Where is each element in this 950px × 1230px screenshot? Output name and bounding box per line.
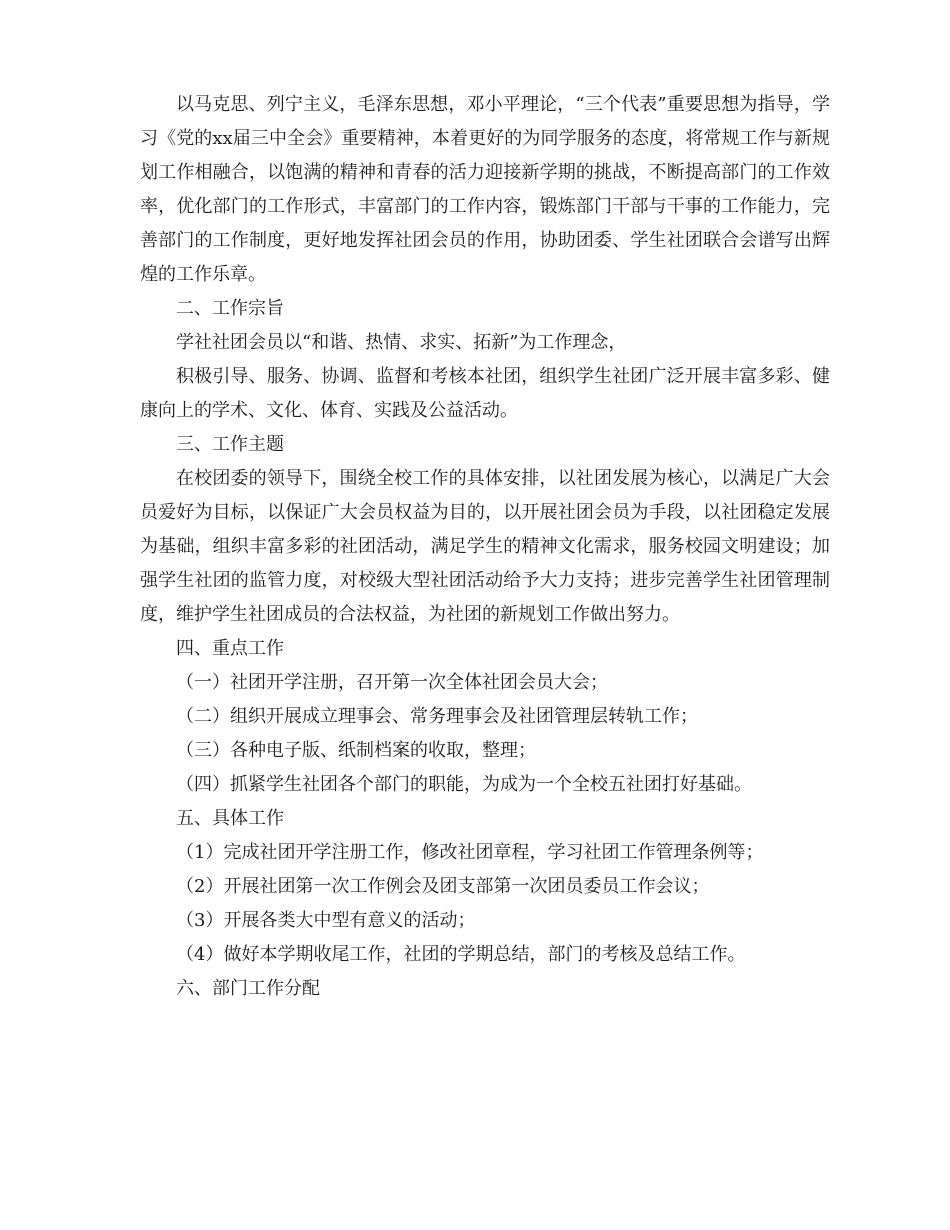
section-heading-2: 二、工作宗旨 [176,298,284,319]
document-body [140,88,830,1006]
section-2-line-1: 学社社团会员以“和谐、热情、求实、拓新”为工作理念， [176,332,627,353]
specific-work-item: （3）开展各类大中型有意义的活动； [176,910,476,931]
key-work-item: （一）社团开学注册，召开第一次全体社团会员大会； [176,672,608,693]
intro-paragraph: 以马克思、列宁主义，毛泽东思想，邓小平理论，“三个代表”重要思想为指导，学习《党的xx届三中全会》重要精神，本着更好的为同学服务的态度，将常规工作与新规划工作相融合，以饱满的精神和青春的活力迎接新学期的挑战，不断提高部门的工作效率，优化部门的工作形式，丰富部门的工作内容，锻炼部门干部与干事的工作能力，完善部门的工作制度，更好地发挥社团会员的作用，协助团委、学生社团联合会谱写出辉煌的工作乐章。 [140,94,830,285]
section-heading-5: 五、具体工作 [176,808,284,829]
specific-work-item: （2）开展社团第一次工作例会及团支部第一次团员委员工作会议； [176,876,710,897]
key-work-item: （四）抓紧学生社团各个部门的职能，为成为一个全校五社团打好基础。 [176,774,752,795]
specific-work-item: （4）做好本学期收尾工作，社团的学期总结，部门的考核及总结工作。 [176,944,746,965]
key-work-item: （三）各种电子版、纸制档案的收取，整理； [176,740,536,761]
section-heading-4: 四、重点工作 [176,638,284,659]
section-2-line-2: 积极引导、服务、协调、监督和考核本社团，组织学生社团广泛开展丰富多彩、健康向上的学术、文化、体育、实践及公益活动。 [140,366,830,421]
key-work-item: （二）组织开展成立理事会、常务理事会及社团管理层转轨工作； [176,706,698,727]
section-3-body: 在校团委的领导下，围绕全校工作的具体安排，以社团发展为核心，以满足广大会员爱好为目标，以保证广大会员权益为目的，以开展社团会员为手段，以社团稳定发展为基础，组织丰富多彩的社团活动，满足学生的精神文化需求，服务校园文明建设；加强学生社团的监管力度，对校级大型社团活动给予大力支持；进步完善学生社团管理制度，维护学生社团成员的合法权益，为社团的新规划工作做出努力。 [140,468,830,625]
specific-work-item: （1）完成社团开学注册工作，修改社团章程，学习社团工作管理条例等； [176,842,764,863]
section-heading-6: 六、部门工作分配 [176,978,320,999]
section-heading-3: 三、工作主题 [176,434,284,455]
